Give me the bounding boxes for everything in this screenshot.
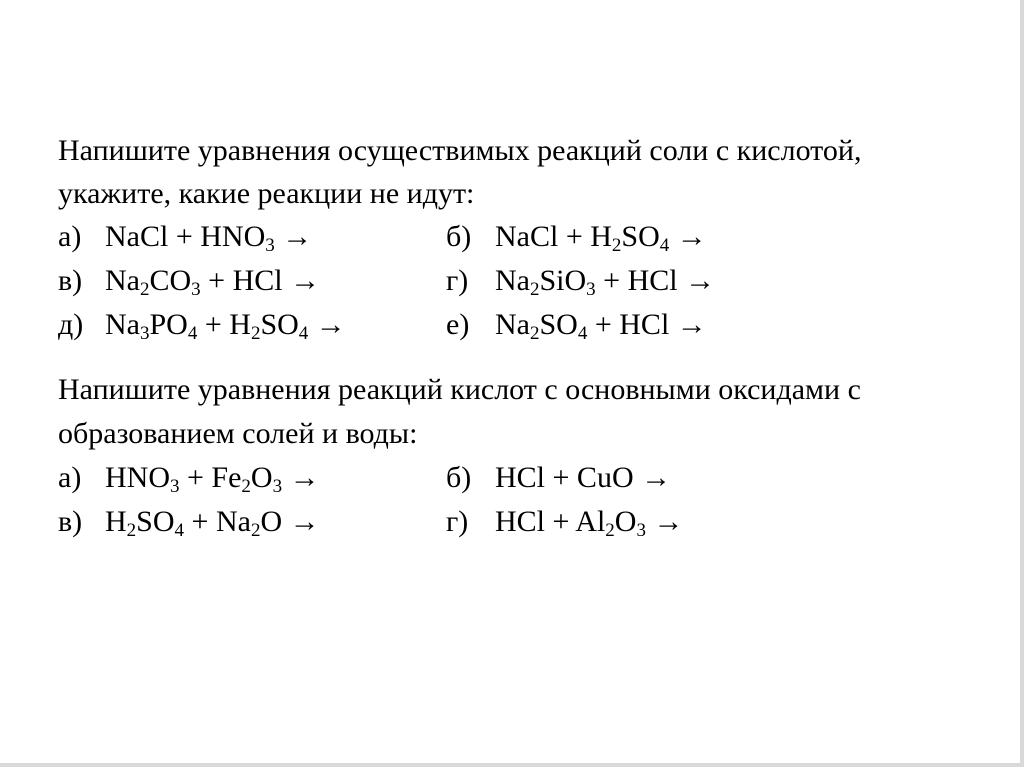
task2-instruction-line2: образованием солей и воды:	[58, 417, 418, 450]
reaction-label: д)	[58, 308, 84, 341]
task2-instruction-line1: Напишите уравнения реакций кислот с основными оксидами с	[58, 373, 861, 406]
reaction-equation: $Na_3PO_4 + H_2SO_4$ →	[105, 308, 346, 344]
reaction-equation: NaCl + $HNO_3$ →	[105, 220, 313, 256]
task2-row-2	[58, 507, 818, 551]
task1-row-2	[58, 266, 818, 310]
reaction-label: б)	[446, 461, 472, 494]
task1-reactions	[58, 222, 818, 354]
reaction-label: в)	[58, 264, 83, 297]
task2-reactions	[58, 463, 818, 551]
reaction-equation: HCl + $Al_2O_3$ →	[495, 505, 684, 541]
reaction-equation: HCl + CuO →	[495, 461, 672, 494]
task1-instruction-line2: укажите, какие реакции не идут:	[58, 177, 475, 210]
task1-row-3	[58, 310, 818, 354]
reaction-label: а)	[58, 461, 82, 494]
reaction-label: г)	[446, 505, 469, 538]
reaction-equation: $Na_2CO_3$ + HCl →	[105, 264, 321, 300]
reaction-equation: $H_2SO_4 + Na_2O$ →	[105, 505, 320, 541]
reaction-label: а)	[58, 220, 82, 253]
reaction-label: г)	[446, 264, 469, 297]
reaction-equation: $Na_2SO_4$ + HCl →	[495, 308, 707, 344]
task1-row-1	[58, 222, 818, 266]
task1-instruction-line1: Напишите уравнения осуществимых реакций соли с кислотой,	[58, 134, 862, 167]
task2-row-1	[58, 463, 818, 507]
reaction-label: в)	[58, 505, 83, 538]
reaction-label: б)	[446, 220, 472, 253]
reaction-equation: NaCl + $H_2SO_4$ →	[495, 220, 707, 256]
reaction-equation: $Na_2SiO_3$ + HCl →	[495, 264, 716, 300]
reaction-label: е)	[446, 308, 470, 341]
reaction-equation: $HNO_3 + Fe_2O_3$ →	[105, 461, 320, 497]
